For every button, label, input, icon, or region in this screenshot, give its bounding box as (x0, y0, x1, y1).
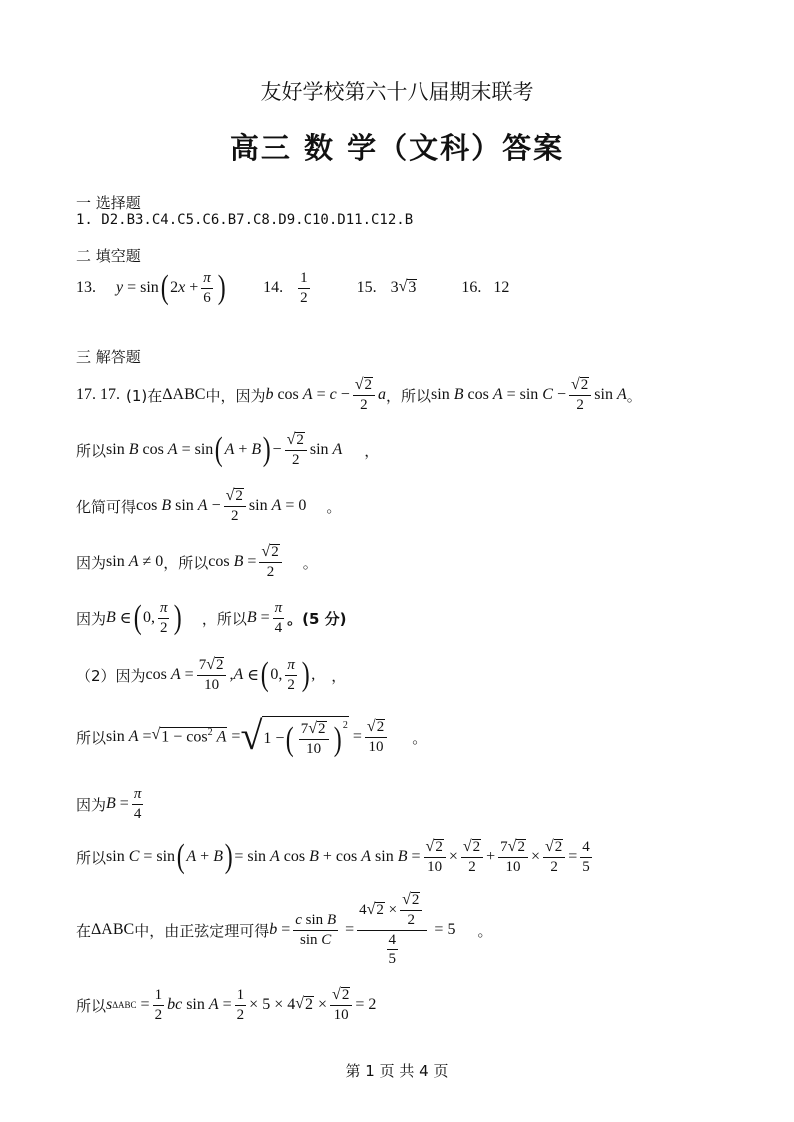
q17-line5: 因为 B ∈ ( 0, $\frac{\pi}{2}$ ) ，所以 B = $\frac{\pi}{4}$ 。(5 分) (76, 599, 347, 636)
section-heading-solve: 三 解答题 (76, 348, 141, 366)
part2-label: （2）因为 (76, 666, 146, 685)
school-title: 友好学校第六十八届期末联考 (260, 80, 534, 104)
q16-number: 16. (461, 279, 482, 296)
q17-part2-line5: 在 ΔABC 中，由正弦定理可得 b = $\frac{\text{c sin B}}{\text{sin C}}$ = 4 √ 2 × √ 2 2 $\frac{4}{5}$ = 5 。 (76, 891, 493, 968)
text-yinwei: 因为 (76, 609, 107, 628)
q17-line4: 因为 sin A ≠ 0 ，所以 cos B = √ 2 2 。 (76, 542, 318, 580)
text-zai: 在 (76, 921, 92, 940)
text-zhong-yinwei: 中，因为 (205, 386, 266, 405)
page-footer: 第 1 页 共 4 页 (345, 1062, 449, 1080)
text-yinwei: 因为 (76, 795, 107, 814)
fill-answers-row: 13. y = sin ( 2 x + $\frac{\pi}{6}$ ) 14. $\frac{1}{2}$ 15. 3 √ 3 16. 12 (76, 269, 510, 306)
q15-number: 15. (356, 279, 377, 296)
text-suoyi: 所以 (76, 996, 107, 1015)
tri-abc: ΔABC (91, 921, 135, 938)
section-heading-choice: 一 选择题 (76, 194, 141, 212)
text-comma-suoyi: ，所以 (201, 609, 247, 628)
text-period: 。 (326, 497, 342, 516)
q17-line1: 17. 17. (1)在 ΔABC 中，因为 b cos A = c − √ 2 2 a ，所以 sin B cos A = sin C − √ 2 2 sin A 。 (76, 375, 642, 413)
text-period: 。 (626, 386, 642, 405)
q17-part2-line2: 所以 sin A = √ $1 - \cos^2 A$ = √ 1 − ( 7 √ 2 10 ) $^2$ = √ 2 10 。 (76, 713, 428, 759)
text-zhengxian: 中，由正弦定理可得 (134, 921, 270, 940)
choice-answers: 1. D2.B3.C4.C5.C6.B7.C8.D9.C10.D11.C12.B (76, 212, 414, 228)
text-period: 。 (412, 728, 428, 747)
q16-answer: 12 (493, 279, 510, 296)
page-title: 高三 数 学（文科）答案 (229, 131, 565, 165)
q17-line2: 所以 sin B cos A = sin ( A + B ) − √ 2 2 sin A ， (76, 430, 380, 468)
q17-part2-line6: 所以 s ΔABC = $\frac{1}{2}$ bc sin A = $\frac{1}{2}$ × 5 × 4 √ 2 × √ 2 10 = 2 (76, 985, 377, 1023)
q17-part2-line1: （2）因为 cos A = 7 √ 2 10 , A ∈ ( 0, $\frac{\pi}{2}$ ) , ， (76, 655, 347, 693)
text-comma-suoyi: ，所以 (386, 386, 432, 405)
q14-number: 14. (263, 279, 284, 296)
section-heading-fill: 二 填空题 (76, 247, 141, 265)
text-comma: ， (331, 666, 347, 685)
text-period: 。 (302, 553, 318, 572)
q17-line3: 化简可得 cos B sin A − √ 2 2 sin A = 0 。 (76, 486, 342, 524)
text-period: 。 (477, 921, 493, 940)
text-comma: ， (364, 441, 380, 460)
tri-abc: ΔABC (162, 386, 206, 403)
text-huajian: 化简可得 (76, 497, 137, 516)
text-suoyi: 所以 (76, 848, 107, 867)
text-suoyi: 所以 (76, 441, 107, 460)
text-yinwei: 因为 (76, 553, 107, 572)
q17-number: 17. 17. (76, 386, 120, 403)
text-suoyi: 所以 (76, 728, 107, 747)
q17-part2-line4: 所以 sin C = sin ( A + B ) = sin A cos B + cos A sin B = √ 2 10 × √ 2 2 + 7 √ 2 10 × √ 2 2 = $\frac{4}{5}$ (76, 837, 590, 875)
q13-number: 13. (76, 279, 96, 296)
score-5: 。(5 分) (287, 609, 347, 628)
q17-part2-line3: 因为 B = $\frac{\pi}{4}$ (76, 786, 142, 822)
text-comma-suoyi: ，所以 (163, 553, 209, 572)
part1-label: (1)在 (126, 386, 163, 405)
